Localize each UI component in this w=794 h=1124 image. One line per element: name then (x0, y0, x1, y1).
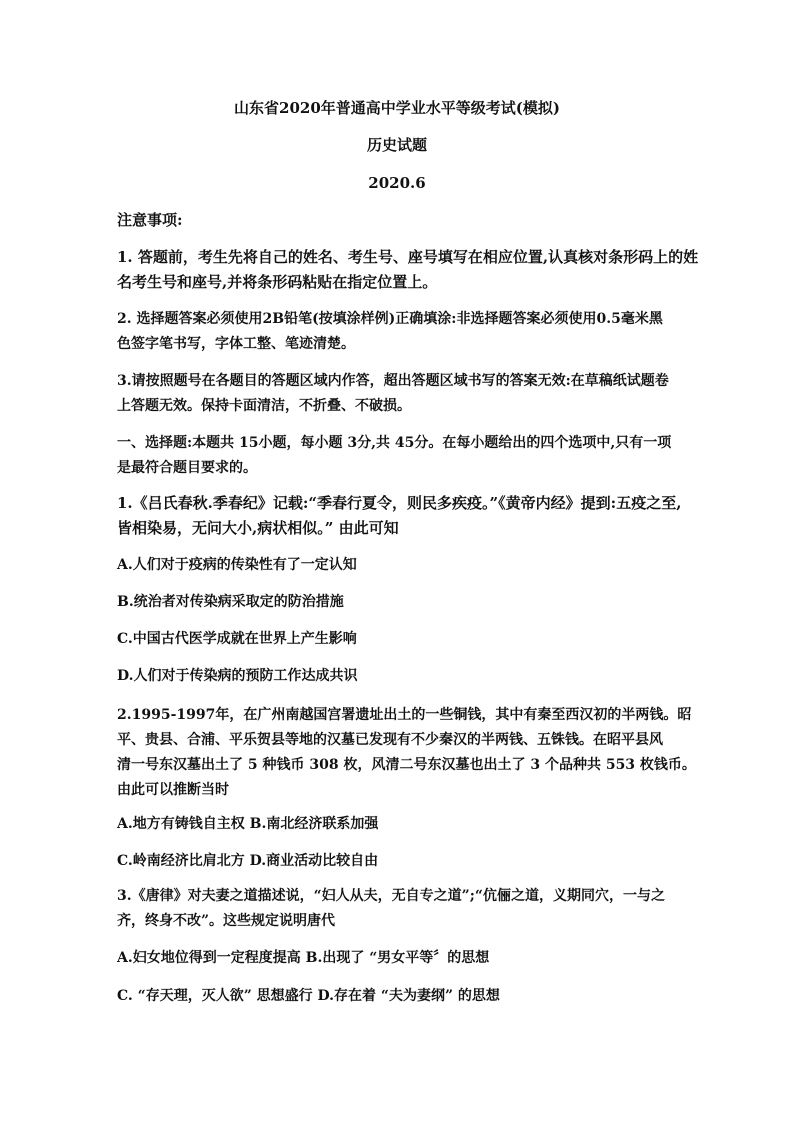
exam-subject: 历史试题 (366, 136, 427, 154)
section-intro (117, 431, 685, 481)
question-2-stem-line: 清一号东汉墓出土了 5 种钱币 308 枚，风清二号东汉墓也出土了 3 个品种共 553 枚钱币。 (117, 757, 696, 773)
question-1-stem-line: 皆相染易，无问大小,病状相似。” 由此可知 (117, 519, 399, 537)
question-3-stem-line: 3.《唐律》对夫妻之道描述说，“妇人从夫，无自专之道”;“伉俪之道，义期同穴，一与之 (117, 888, 665, 904)
notice-item-2-line: 色签字笔书写，字体工整、笔迹清楚。 (117, 336, 355, 352)
question-2-stem-line: 由此可以推断当时 (117, 782, 229, 798)
exam-date: 2020.6 (368, 174, 426, 192)
question-1-option-d: D.人们对于传染病的预防工作达成共识 (117, 668, 358, 684)
question-3-stem-line: 齐，终身不改”。这些规定说明唐代 (117, 913, 336, 929)
notice-heading: 注意事项: (117, 211, 183, 229)
section-intro-line: 是最符合题目要求的。 (117, 460, 257, 476)
question-2-stem-line: 平、贵县、合浦、平乐贺县等地的汉墓已发现有不少秦汉的半两钱、五铢钱。在昭平县风 (117, 732, 663, 748)
notice-item-1-line: 1. 答题前，考生先将自己的姓名、考生号、座号填写在相应位置,认真核对条形码上的姓 (117, 248, 699, 266)
notice-item-1 (117, 245, 699, 295)
question-2-stem (117, 703, 696, 803)
question-3-options-cd: C. “存天理，灭人欲” 思想盛行 D.存在着 “夫为妻纲” 的思想 (117, 988, 500, 1004)
notice-item-2-line: 2. 选择题答案必须使用2B铅笔(按填涂样例)正确填涂:非选择题答案必须使用0.5毫米黑 (117, 311, 663, 327)
question-2-options-ab: A.地方有铸钱自主权 B.南北经济联系加强 (117, 816, 379, 832)
question-3-options-ab: A.妇女地位得到一定程度提高 B.出现了 “男女平等〞的思想 (117, 950, 490, 966)
notice-item-1-line: 名考生号和座号,并将条形码粘贴在指定位置上。 (117, 273, 438, 291)
notice-item-3-line: 上答题无效。保持卡面清洁，不折叠、不破损。 (117, 398, 411, 414)
section-intro-line: 一、选择题:本题共 15小题，每小题 3分,共 45分。在每小题给出的四个选项中,只有一项 (117, 435, 672, 451)
notice-item-3-line: 3.请按照题号在各题目的答题区域内作答，超出答题区域书写的答案无效:在草稿纸试题卷 (117, 373, 669, 389)
question-1-option-b: B.统治者对传染病采取定的防治措施 (117, 594, 344, 610)
question-1-stem-line: 1.《吕氏春秋.季春纪》记载:“季春行夏令，则民多疾疫。”《黄帝内经》提到:五疫之至, (117, 494, 682, 512)
question-2-stem-line: 2.1995-1997年，在广州南越国宫署遗址出土的一些铜钱，其中有秦至西汉初的半两钱。昭 (117, 707, 692, 723)
question-2-options-cd: C.岭南经济比肩北方 D.商业活动比较自由 (117, 853, 379, 869)
question-1-option-c: C.中国古代医学成就在世界上产生影响 (117, 631, 357, 647)
notice-item-2 (117, 307, 685, 357)
exam-title: 山东省2020年普通高中学业水平等级考试(模拟) (234, 99, 560, 117)
question-1-option-a: A.人们对于疫病的传染性有了一定认知 (117, 557, 357, 573)
question-3-stem (117, 884, 685, 934)
question-1-stem (117, 491, 685, 541)
notice-item-3 (117, 369, 685, 419)
